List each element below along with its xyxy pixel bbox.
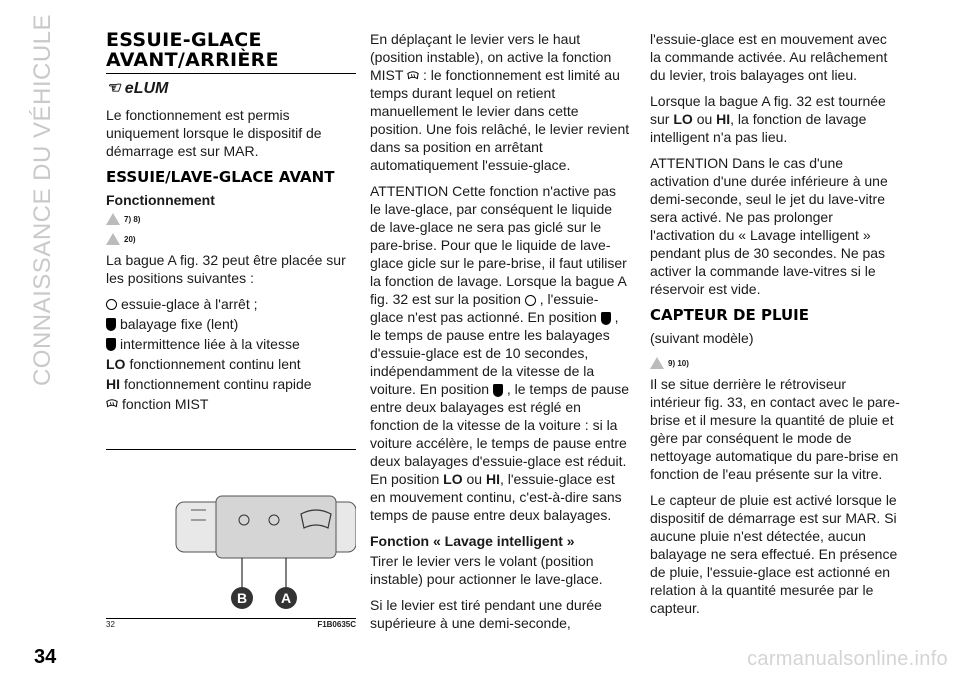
mist-icon <box>106 398 118 410</box>
warning-icon <box>106 233 120 245</box>
figure-code: F1B0635C <box>317 620 356 629</box>
hi-label: HI <box>106 376 120 392</box>
subsection-heading: ESSUIE/LAVE-GLACE AVANT <box>106 168 335 186</box>
rain-sensor-paragraph-1: Il se situe derrière le rétroviseur intérieur fig. 33, en contact avec le pare-brise et il mesure la quantité de pluie et gère par conséquent le mode de nettoyage automatique du pare-brise en fonction de l'eau présente sur la vitre. <box>650 376 900 482</box>
ring-positions-paragraph: La bague A fig. 32 peut être placée sur les positions suivantes : <box>106 252 346 286</box>
mist-icon <box>407 70 419 82</box>
text-run: , l'essuie-glace est en mouvement continu, c'est-à-dire sans temps de pause entre deux balayages. <box>370 471 622 523</box>
column-2 <box>370 30 630 640</box>
list-item-text: essuie-glace à l'arrêt ; <box>121 296 258 312</box>
fig-label-b: B <box>236 590 248 606</box>
warning-ref-text: 9) 10) <box>668 359 689 368</box>
lever-illustration <box>106 450 356 618</box>
text-run: , le temps de pause entre deux balayages est réglé en fonction de la vitesse de la voiture : si la voiture accélère, le temps de pause entre deux balayages d'essuie-glace est réduit. En position <box>370 381 630 487</box>
list-item-text: fonctionnement continu lent <box>129 356 301 372</box>
list-item <box>106 295 356 313</box>
rain-sensor-paragraph-2: Le capteur de pluie est activé lorsque le dispositif de démarrage est sur MAR. Si aucune pluie n'est détectée, aucun balayage ne sera effectué. En présence de pluie, l'essuie-glace est actionné en relation à la quantité mesurée par le capteur. <box>650 492 898 616</box>
list-item-text: fonctionnement continu rapide <box>124 376 312 392</box>
figure-number: 32 <box>106 620 115 629</box>
list-item <box>106 375 356 393</box>
warning-ref-3 <box>650 355 900 373</box>
warning-icon <box>106 213 120 225</box>
warning-ref-text: 7) 8) <box>124 215 141 224</box>
list-item-text: intermittence liée à la vitesse <box>120 336 300 352</box>
text-run: , l'essuie-glace n'est pas actionné. En position <box>370 291 599 325</box>
smart-wash-paragraph-1: Tirer le levier vers le volant (position instable) pour actionner le lave-glace. <box>370 553 603 587</box>
page-number: 34 <box>34 646 57 668</box>
ring-lo-hi-paragraph <box>650 92 900 146</box>
warning-ref-text: 20) <box>124 235 136 244</box>
warning-ref-2 <box>106 231 356 249</box>
lo-label: LO <box>106 356 126 372</box>
mist-paragraph <box>370 30 630 174</box>
off-position-icon <box>525 295 536 306</box>
operation-heading: Fonctionnement <box>106 192 215 208</box>
list-item <box>106 355 356 373</box>
column-1 <box>106 30 356 415</box>
attention-paragraph: ATTENTION Dans le cas d'une activation d'une durée inférieure à une demi-seconde, seul le jet du lave-vitre sera activé. Ne pas prolonger l'activation du « Lavage intelligent » pendant plus de 30 secondes. Ne pas activer la commande lave-vitres si le réservoir est vide. <box>650 155 888 297</box>
column-3 <box>650 30 900 625</box>
text-run: , le temps de pause entre les balayages d'essuie-glace est de 10 secondes, indépendamment de la vitesse de la voiture. En position <box>370 309 619 397</box>
rain-sensor-heading: CAPTEUR DE PLUIE <box>650 306 809 324</box>
list-item <box>106 335 356 353</box>
lo-label: LO <box>673 111 693 127</box>
list-item <box>106 315 356 333</box>
text-run: Lorsque la bague A fig. 32 est tournée sur <box>650 93 886 127</box>
text-run: ATTENTION Cette fonction n'active pas le lave-glace, par conséquent le liquide de lave-glace ne sera pas giclé sur le pare-brise. Pour que le liquide de lave-glace gicle sur le pare-brise, il faut utiliser la fonction de lavage. Lorsque la bague A fig. 32 est sur la position <box>370 183 627 307</box>
intro-paragraph: Le fonctionnement est permis uniquement lorsque le dispositif de démarrage est sur MAR. <box>106 107 322 159</box>
text-run: , la fonction de lavage intelligent n'a pas lieu. <box>650 111 867 145</box>
hi-label: HI <box>716 111 731 127</box>
hand-icon: ☜ <box>106 80 121 97</box>
wiper-lever-figure <box>106 449 356 619</box>
list-item-text: balayage fixe (lent) <box>120 316 239 332</box>
list-item <box>106 395 356 413</box>
smart-wash-paragraph-2: Si le levier est tiré pendant une durée supérieure à une demi-seconde, <box>370 597 602 631</box>
fixed-sweep-icon <box>106 318 116 331</box>
warning-icon <box>650 357 664 369</box>
lo-label: LO <box>443 471 463 487</box>
side-title-text: CONNAISSANCE DU VÉHICULE <box>29 13 56 387</box>
text-run: En déplaçant le levier vers le haut (position instable), on active la fonction MIST <box>370 31 612 83</box>
attention-paragraph <box>370 182 630 524</box>
text-run: : le fonctionnement est limité au temps durant lequel on retient manuellement le levier dans cette position. Une fois relâché, le levier revient dans sa position en arrêtant automatiquement l'essuie-glace. <box>370 67 630 173</box>
hi-label: HI <box>485 471 500 487</box>
intermittent-icon <box>106 338 116 351</box>
intermittent-icon <box>493 384 503 397</box>
off-position-icon <box>106 299 117 310</box>
smart-wash-heading: Fonction « Lavage intelligent » <box>370 533 575 549</box>
text-run: ou <box>696 111 713 127</box>
section-heading: ESSUIE-GLACE AVANT/ARRIÈRE <box>106 30 356 74</box>
warning-ref-1 <box>106 211 356 229</box>
watermark: carmanualsonline.info <box>747 648 948 670</box>
text-run: ou <box>466 471 483 487</box>
side-section-title <box>8 13 78 387</box>
fixed-sweep-icon <box>601 312 611 325</box>
optional-note: (suivant modèle) <box>650 330 754 346</box>
logo-text: eLUM <box>124 80 169 97</box>
list-item-text: fonction MIST <box>122 396 209 412</box>
smart-wash-continued: l'essuie-glace est en mouvement avec la commande activée. Au relâchement du levier, trois balayages ont lieu. <box>650 31 888 83</box>
figure-caption <box>106 620 356 629</box>
fig-label-a: A <box>280 590 292 606</box>
equipment-logo <box>106 80 356 98</box>
